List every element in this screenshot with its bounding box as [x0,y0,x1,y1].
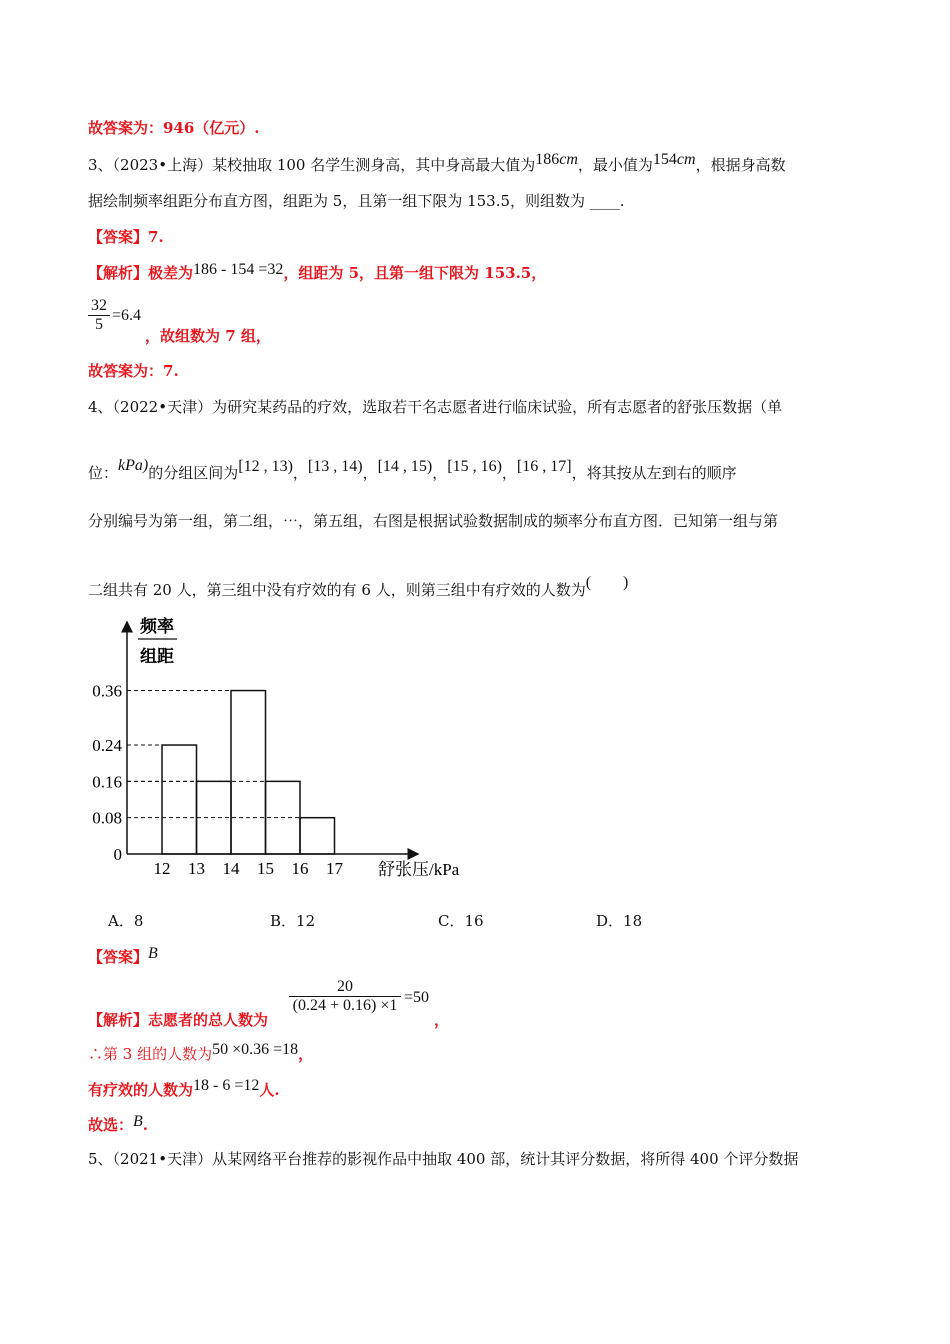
q4-text-b3: ，将其按从左到右的顺序 [571,464,737,482]
histogram-chart [88,612,488,882]
analysis-tag: 【解析】 [88,1011,149,1029]
y-label-top: 频率 [140,617,174,636]
option-b[interactable]: B．12 [270,912,316,930]
q3-analysis-a: 极差为 [148,264,194,282]
q3-answer [88,226,164,247]
x-tick-label: 13 [188,859,205,878]
histogram-bar [300,818,335,854]
q4-unit: kPa) [118,457,149,474]
q4-step3-a: 有疗效的人数为 [88,1081,194,1099]
q3-analysis-b: ，组距为 5，且第一组下限为 153.5， [283,264,547,282]
q4-line-3: 分别编号为第一组，第二组，⋯，第五组，右图是根据试验数据制成的频率分布直方图．已知第一组与第 [88,512,779,530]
q4-analysis [88,1009,268,1030]
q4-answer-value: B [148,945,158,962]
q4-final-a: 故选： [88,1116,134,1134]
q3-fraction-denominator: 5 [88,315,110,334]
q3-fraction [88,297,110,334]
q3-min-value: 154cm [652,151,696,168]
q5-text: 从某网络平台推荐的影视作品中抽取 400 部，统计其评分数据，将所得 400 个评分数据 [212,1150,799,1168]
q4-interval-5: [16 , 17] [516,458,572,475]
q3-source: （2023•上海） [112,156,213,174]
q4-step2-b: ， [298,1045,314,1063]
histogram-bar [162,745,197,854]
q3-text-c: ，根据身高数 [695,156,786,174]
q4-text-a: 为研究某药品的疗效，选取若干名志愿者进行临床试验，所有志愿者的舒张压数据（单 [212,398,783,416]
x-tick-label: 15 [257,859,274,878]
q3-number: 3、 [88,156,113,174]
q4-interval-4: [15 , 16) [447,458,502,475]
q4-answer-blank: ( ) [585,574,629,591]
x-axis-label: 舒张压/kPa [378,860,460,879]
q4-line-2: 位：kPa)的分组区间为[12 , 13)，[13 , 14)，[14 , 15)，[15 , 16)，[16 , 17]，将其按从左到右的顺序 [88,457,737,482]
x-tick-label: 12 [153,859,171,878]
q3-text-a: 某校抽取 100 名学生测身高，其中身高最大值为 [212,156,536,174]
q4-step2-a: ∴第 3 组的人数为 [88,1045,213,1063]
q4-step3-b: 人. [259,1081,280,1099]
q4-answer [88,946,158,967]
q3-range-expression: 186 - 154 =32 [193,261,284,278]
y-tick-label: 0.16 [92,772,122,792]
q4-text-b2: 的分组区间为 [148,464,239,482]
previous-answer-line: 故答案为：946（亿元）. [88,119,260,137]
y-tick-label: 0 [113,845,122,864]
q5-source: （2021•天津） [112,1150,213,1168]
x-tick-label: 14 [222,859,240,878]
answer-tag: 【答案】 [88,948,149,966]
y-tick-label: 0.24 [92,736,122,756]
q4-text-b1: 位： [88,464,119,482]
q3-line-2: 据绘制频率组距分布直方图，组距为 5，且第一组下限为 153.5，则组数为 ____. [88,192,625,210]
q5-number: 5、 [88,1150,113,1168]
q3-final-answer: 故答案为：7. [88,362,179,380]
q4-step3-expression: 18 - 6 =12 [193,1077,260,1094]
q4-interval-1: [12 , 13) [238,458,293,475]
q3-analysis [88,262,546,283]
q3-groups-text: ，故组数为 7 组， [145,327,271,345]
y-label-bottom: 组距 [140,647,174,666]
q4-fraction [289,978,401,1015]
x-tick-label: 17 [326,859,343,878]
x-tick-label: 16 [291,859,309,878]
y-tick-label: 0.08 [92,808,122,828]
q4-comma: ， [434,1011,450,1029]
q3-answer-value: 7. [148,228,164,246]
q4-source: （2022•天津） [112,398,213,416]
q4-analysis-a: 志愿者的总人数为 [148,1011,269,1029]
histogram-bar [231,691,266,854]
option-c[interactable]: C．16 [438,912,484,930]
q5-line-1 [88,1148,798,1169]
q4-text-d: 二组共有 20 人，第三组中没有疗效的有 6 人，则第三组中有疗效的人数为 [88,581,586,599]
analysis-tag: 【解析】 [88,264,149,282]
q4-interval-3: [14 , 15) [377,458,433,475]
q4-number: 4、 [88,398,113,416]
option-d[interactable]: D．18 [596,912,643,930]
q4-line-1 [88,396,782,417]
answer-tag: 【答案】 [88,228,149,246]
q4-step-2 [88,1043,313,1064]
q3-text-b: ，最小值为 [577,156,653,174]
q4-fraction-denominator: (0.24 + 0.16) ×1 [289,996,401,1015]
q3-fraction-numerator: 32 [91,297,107,314]
q3-line-1 [88,151,786,175]
q4-final-c: . [142,1116,149,1134]
q4-step-3 [88,1079,280,1100]
q4-fraction-result: =50 [404,989,430,1006]
q3-max-value: 186cm [535,151,578,168]
q4-fraction-numerator: 20 [337,978,353,995]
option-a[interactable]: A．8 [108,912,144,930]
q3-fraction-result: =6.4 [112,307,142,324]
q4-final-choice: B [133,1113,143,1130]
q4-step2-expression: 50 ×0.36 =18 [212,1041,299,1058]
y-tick-label: 0.36 [92,681,122,701]
q4-line-4 [88,574,629,600]
q4-final [88,1114,148,1135]
q4-interval-2: [13 , 14) [307,458,363,475]
